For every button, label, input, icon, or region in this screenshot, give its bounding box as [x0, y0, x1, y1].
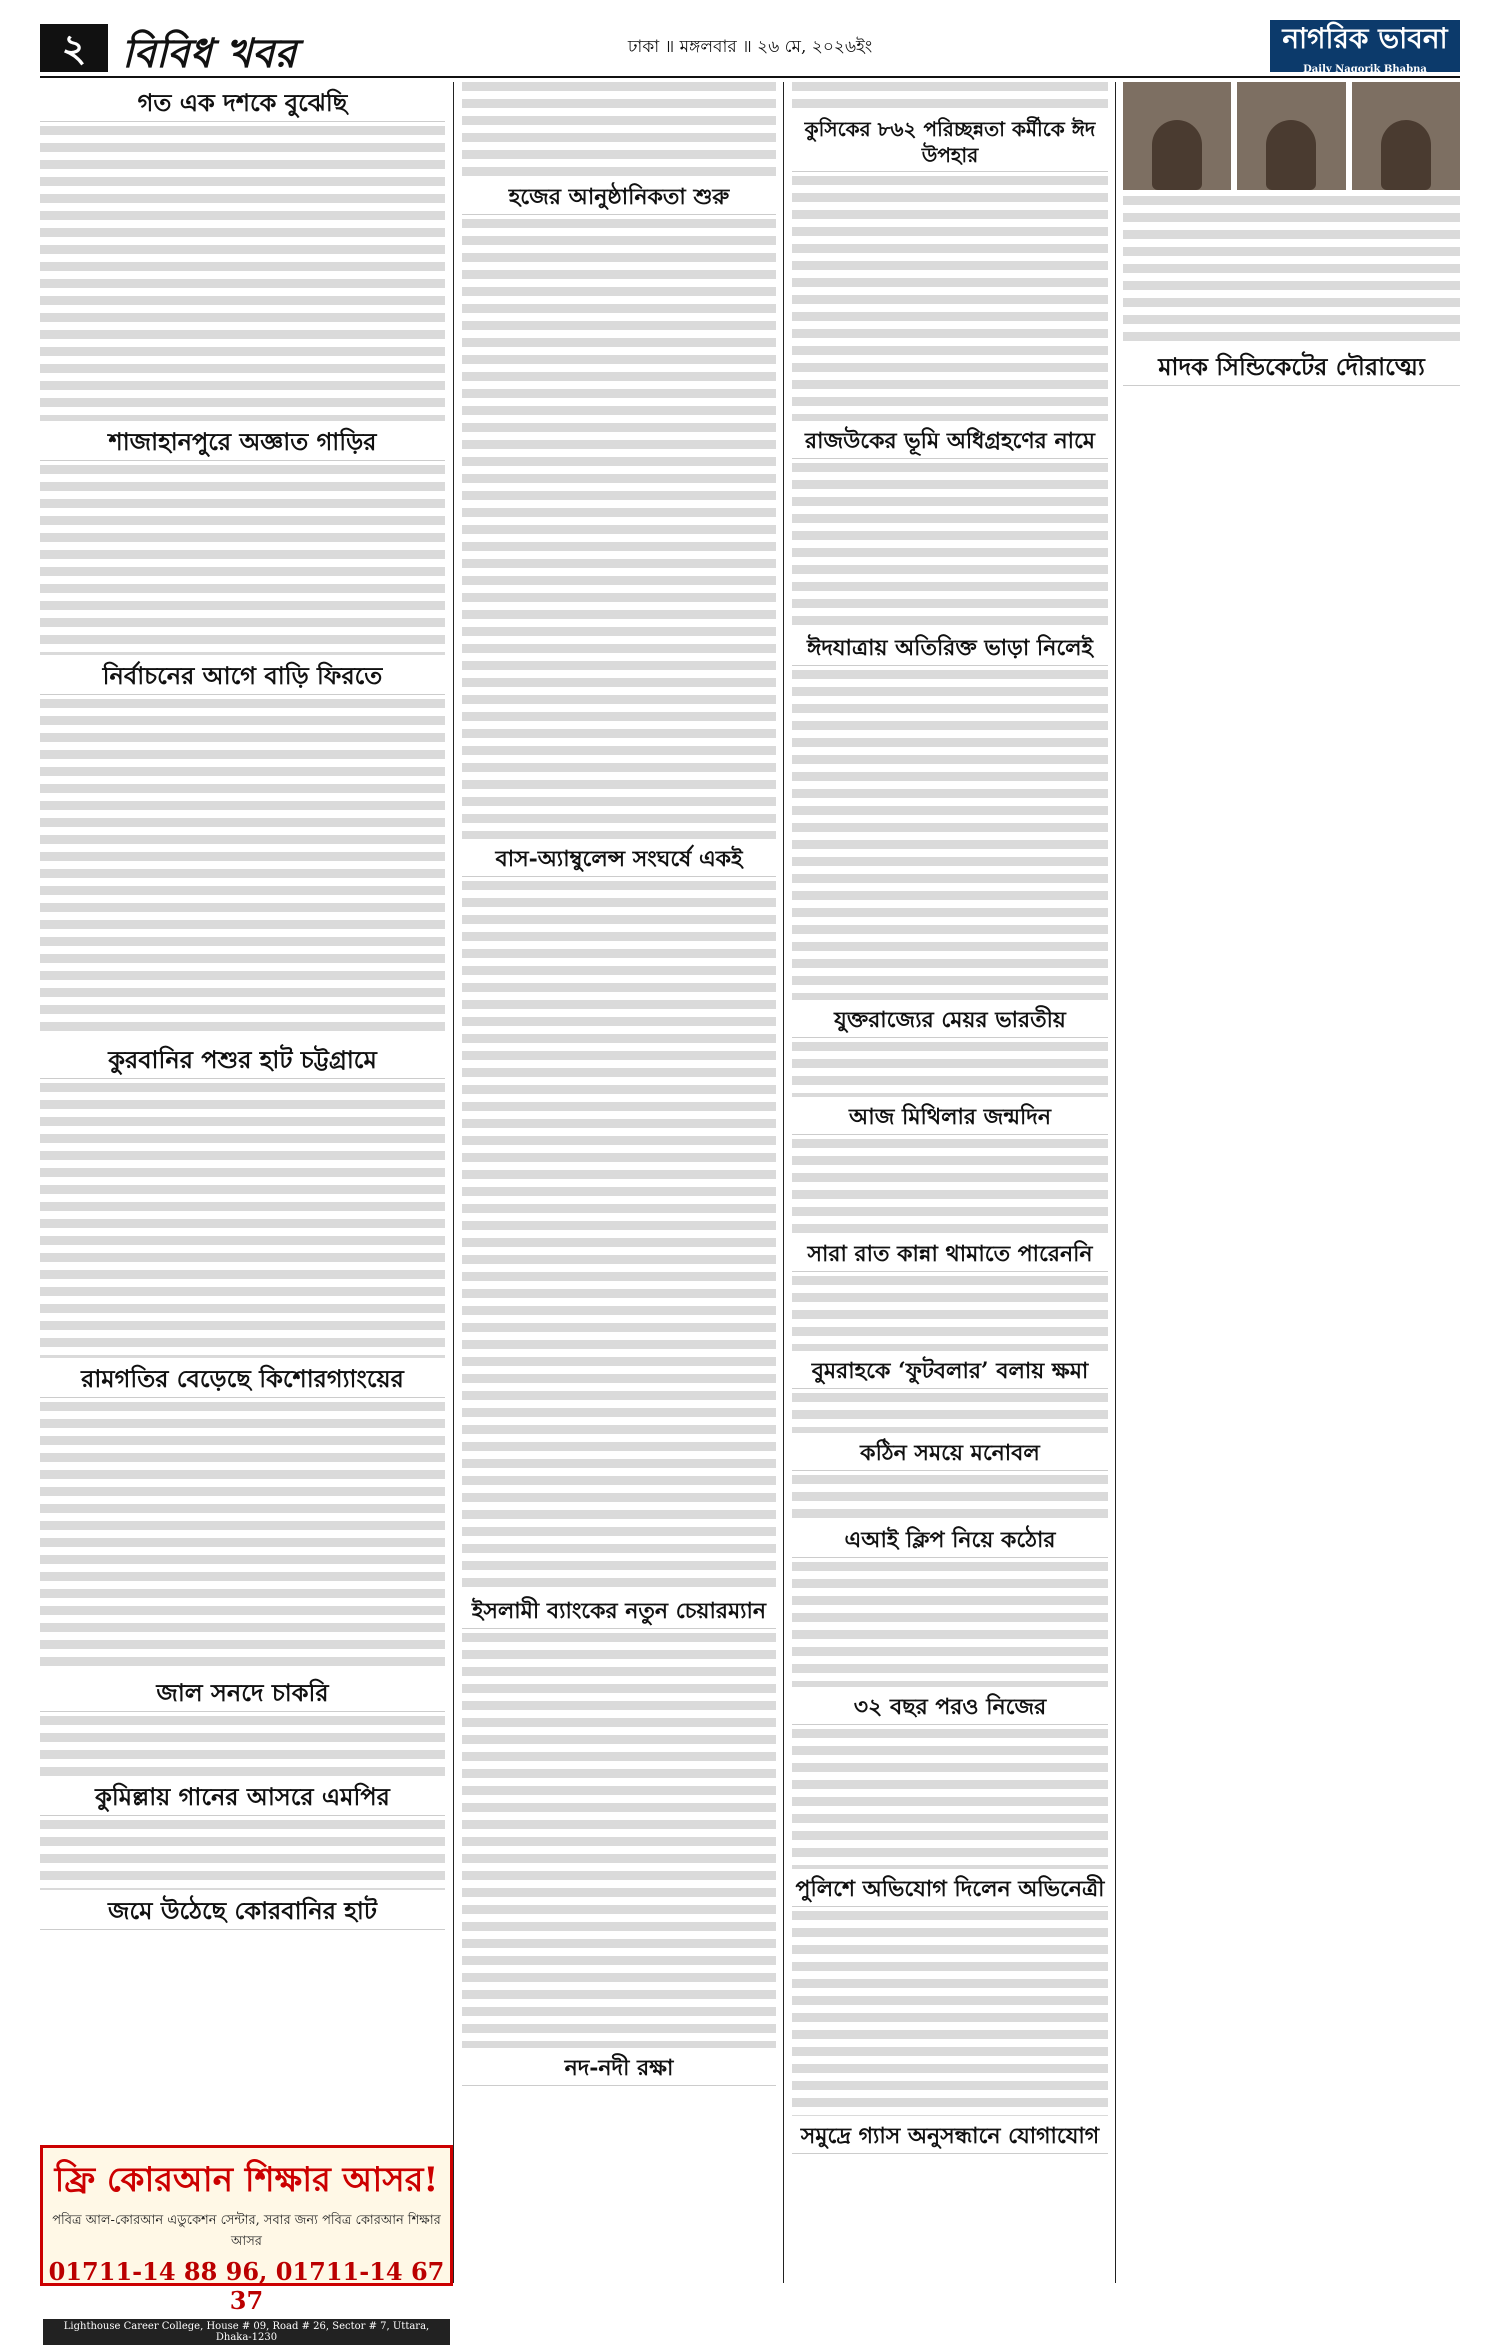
article-body [40, 1820, 445, 1890]
column-3 [792, 82, 1108, 2158]
headline: পুলিশে অভিযোগ দিলেন অভিনেত্রী [792, 1875, 1108, 1907]
portrait-photo [1352, 82, 1460, 190]
headline: কুমিল্লায় গানের আসরে এমপির [40, 1782, 445, 1816]
portrait-photo [1123, 82, 1231, 190]
headline: এআই ক্লিপ নিয়ে কঠোর [792, 1526, 1108, 1558]
headline: কুরবানির পশুর হাট চট্টগ্রামে [40, 1045, 445, 1079]
headline: ইসলামী ব্যাংকের নতুন চেয়ারম্যান [462, 1597, 776, 1629]
headline: কুসিকের ৮৬২ পরিচ্ছন্নতা কর্মীকে ঈদ উপহার [792, 116, 1108, 172]
photo-strip [1123, 82, 1460, 190]
article-body [40, 465, 445, 655]
article-body [462, 82, 776, 177]
article-body [792, 1139, 1108, 1234]
article-body [40, 1716, 445, 1776]
headline: বাস-অ্যাম্বুলেন্স সংঘর্ষে একই [462, 845, 776, 877]
article-body [40, 1402, 445, 1672]
quran-class-advertisement [40, 2145, 453, 2343]
headline: কঠিন সময়ে মনোবল [792, 1439, 1108, 1471]
headline: নদ-নদী রক্ষা [462, 2054, 776, 2086]
headline: ঈদযাত্রায় অতিরিক্ত ভাড়া নিলেই [792, 634, 1108, 666]
ad-phones: 01711-14 88 96, 01711-14 67 37 [48, 2257, 445, 2315]
headline: সমুদ্রে গ্যাস অনুসন্ধানে যোগাযোগ [792, 2122, 1108, 2154]
page-number: ২ [40, 24, 108, 72]
headline: জমে উঠেছে কোরবানির হাট [40, 1896, 445, 1930]
column-1 [40, 82, 445, 1934]
ad-description: পবিত্র আল-কোরআন এডুকেশন সেন্টার, সবার জন্য পবিত্র কোরআন শিক্ষার আসর [52, 2213, 441, 2249]
article-body [792, 1729, 1108, 1869]
article-body [792, 463, 1108, 628]
article-body [792, 670, 1108, 1000]
headline: গত এক দশকে বুঝেছি [40, 88, 445, 122]
ad-title: ফ্রি কোরআন শিক্ষার আসর! [54, 2160, 439, 2200]
headline: মাদক সিন্ডিকেটের দৌরাত্ম্যে [1123, 352, 1460, 386]
article-body [792, 1475, 1108, 1520]
article-body [792, 82, 1108, 110]
masthead [40, 20, 1460, 78]
article-body [40, 126, 445, 421]
article-body [792, 1276, 1108, 1351]
headline: রাজউকের ভূমি অধিগ্রহণের নামে [792, 427, 1108, 459]
headline: সারা রাত কান্না থামাতে পারেননি [792, 1240, 1108, 1272]
headline: বুমরাহকে ‘ফুটবলার’ বলায় ক্ষমা [792, 1357, 1108, 1389]
article-body [792, 176, 1108, 421]
article-body [462, 881, 776, 1591]
portrait-photo [1237, 82, 1345, 190]
article-body [1123, 196, 1460, 346]
headline: ৩২ বছর পরও নিজের [792, 1693, 1108, 1725]
headline: নির্বাচনের আগে বাড়ি ফিরতে [40, 661, 445, 695]
headline: যুক্তরাজ্যের মেয়র ভারতীয় [792, 1006, 1108, 1038]
article-body [792, 1393, 1108, 1433]
dateline: ঢাকা ॥ মঙ্গলবার ॥ ২৬ মে, ২০২৬ইং [627, 37, 873, 57]
article-body [792, 1042, 1108, 1097]
column-rule [453, 82, 454, 2283]
headline: হজের আনুষ্ঠানিকতা শুরু [462, 183, 776, 215]
article-body [40, 1083, 445, 1358]
ad-address: Lighthouse Career College, House # 09, Road # 26, Sector # 7, Uttara, Dhaka-1230 [43, 2319, 450, 2345]
column-rule [783, 82, 784, 2283]
headline: আজ মিথিলার জন্মদিন [792, 1103, 1108, 1135]
headline: রামগতির বেড়েছে কিশোরগ্যাংয়ের [40, 1364, 445, 1398]
column-4 [1123, 196, 1460, 390]
article-body [40, 699, 445, 1039]
section-title: বিবিধ খবর [122, 30, 297, 77]
article-body [462, 1633, 776, 2048]
article-body [792, 1911, 1108, 2116]
column-rule [1115, 82, 1116, 2283]
headline: শাজাহানপুরে অজ্ঞাত গাড়ির [40, 427, 445, 461]
newspaper-logo: নাগরিক ভাবনা Daily Nagorik Bhabna [1270, 20, 1460, 72]
article-body [462, 219, 776, 839]
article-body [792, 1562, 1108, 1687]
column-2 [462, 82, 776, 2090]
headline: জাল সনদে চাকরি [40, 1678, 445, 1712]
